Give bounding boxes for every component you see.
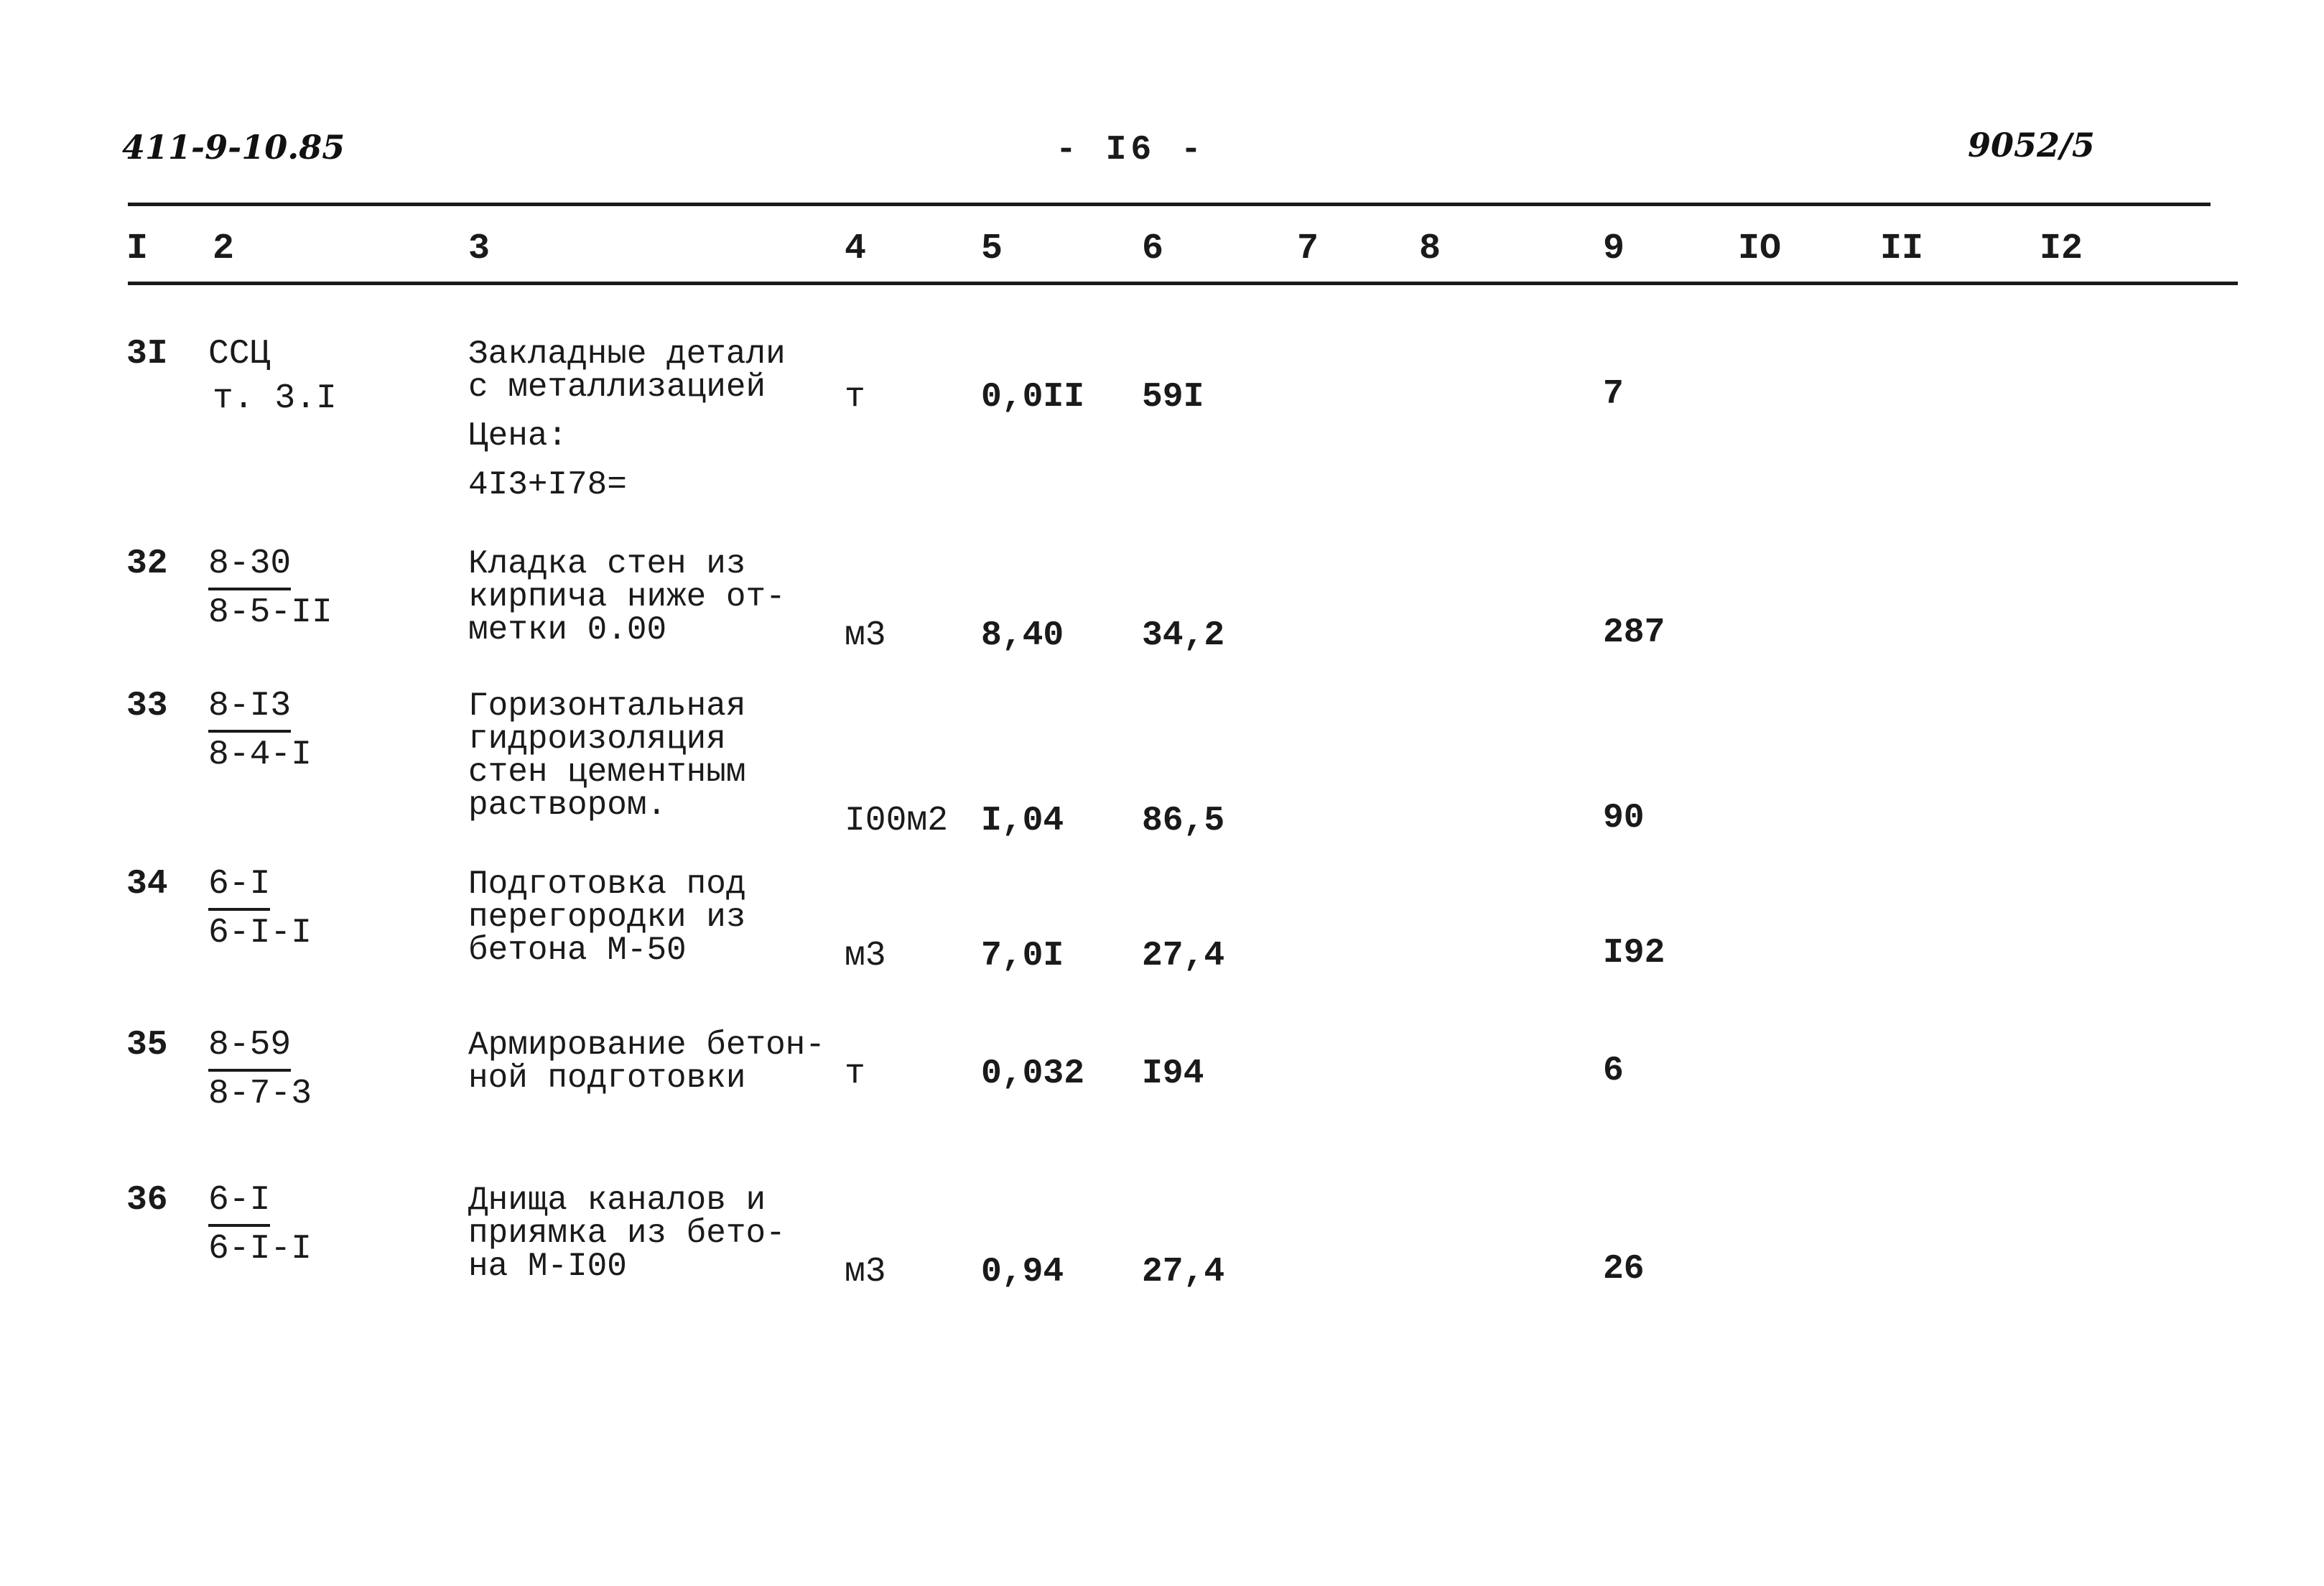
- description-line: на М-I00: [468, 1248, 627, 1285]
- column-header-9: 9: [1603, 228, 1625, 269]
- row-number: 34: [126, 865, 168, 904]
- unit: I00м2: [845, 802, 949, 840]
- row-number: 33: [126, 687, 168, 725]
- pricebook-code: [208, 1023, 312, 1116]
- description-line: Цена:: [468, 417, 568, 455]
- unit-price: 34,2: [1142, 616, 1225, 655]
- row-number: 36: [126, 1181, 168, 1220]
- column-header-12: I2: [2040, 228, 2083, 269]
- unit-price: 27,4: [1142, 1253, 1225, 1291]
- description-line: бетона М-50: [468, 932, 687, 969]
- column-header-1: I: [126, 228, 149, 269]
- column-header-4: 4: [845, 228, 867, 269]
- sheet-number: 9052/5: [1968, 126, 2095, 164]
- document-code: 411-9-10.85: [122, 128, 345, 167]
- work-description: [468, 335, 786, 504]
- unit-price: I94: [1142, 1054, 1204, 1093]
- description-line: Кладка стен из: [468, 545, 746, 583]
- description-line: Днища каналов и: [468, 1182, 766, 1219]
- code-subreference: 6-I-I: [208, 914, 312, 952]
- description-line: раствором.: [468, 787, 667, 824]
- column-header-8: 8: [1419, 228, 1441, 269]
- pricebook-code: [208, 332, 337, 421]
- code-subreference: 8-5-II: [208, 593, 333, 632]
- page-number: - I6 -: [1056, 131, 1206, 170]
- description-line: Горизонтальная: [468, 687, 746, 725]
- code-subreference: т. 3.I: [213, 379, 337, 418]
- description-line: приямка из бето-: [468, 1215, 786, 1252]
- quantity: 0,0II: [981, 378, 1085, 417]
- quantity: 8,40: [981, 616, 1064, 655]
- description-line: с металлизацией: [468, 368, 766, 406]
- column-header-10: IO: [1738, 228, 1782, 269]
- column-header-5: 5: [981, 228, 1003, 269]
- total-cost: 287: [1603, 613, 1665, 652]
- work-description: [468, 687, 746, 824]
- unit-price: 59I: [1142, 378, 1204, 417]
- total-cost: 6: [1603, 1052, 1624, 1090]
- description-line: кирпича ниже от-: [468, 578, 786, 616]
- total-cost: I92: [1603, 934, 1665, 973]
- total-cost: 26: [1603, 1250, 1645, 1289]
- total-cost: 7: [1603, 375, 1624, 414]
- column-header-2: 2: [213, 228, 235, 269]
- header-top-rule: [128, 203, 2211, 206]
- code-subreference: 8-4-I: [208, 736, 312, 774]
- quantity: 7,0I: [981, 937, 1064, 975]
- description-line: ной подготовки: [468, 1059, 746, 1097]
- row-number: 32: [126, 544, 168, 583]
- code-reference: 6-I: [208, 1178, 270, 1227]
- pricebook-code: [208, 1178, 312, 1271]
- column-header-11: II: [1880, 228, 1924, 269]
- unit: м3: [845, 1253, 886, 1291]
- unit: м3: [845, 616, 886, 655]
- unit: т: [845, 378, 865, 417]
- pricebook-code: [208, 542, 333, 635]
- unit-price: 86,5: [1142, 802, 1225, 840]
- work-description: [468, 545, 786, 649]
- quantity: 0,032: [981, 1054, 1085, 1093]
- work-description: [468, 1184, 786, 1283]
- unit-price: 27,4: [1142, 937, 1225, 975]
- description-line: Армирование бетон-: [468, 1026, 825, 1064]
- header-bottom-rule: [128, 282, 2238, 285]
- column-header-3: 3: [468, 228, 491, 269]
- pricebook-code: [208, 862, 312, 955]
- code-reference: 8-59: [208, 1023, 291, 1072]
- column-header-6: 6: [1142, 228, 1164, 269]
- pricebook-code: [208, 684, 312, 777]
- unit: т: [845, 1054, 865, 1093]
- description-line: перегородки из: [468, 899, 746, 936]
- description-line: Подготовка под: [468, 866, 746, 903]
- code-reference: ССЦ: [208, 335, 271, 374]
- work-description: [468, 868, 745, 967]
- column-header-7: 7: [1297, 228, 1319, 269]
- code-reference: 8-I3: [208, 684, 291, 733]
- work-description: [468, 1026, 825, 1097]
- quantity: 0,94: [981, 1253, 1064, 1291]
- description-line: метки 0.00: [468, 611, 667, 649]
- total-cost: 90: [1603, 799, 1645, 838]
- quantity: I,04: [981, 802, 1064, 840]
- code-reference: 8-30: [208, 542, 291, 590]
- description-line: Закладные детали: [468, 335, 786, 373]
- description-line: гидроизоляция: [468, 720, 726, 758]
- unit: м3: [845, 937, 886, 975]
- row-number: 3I: [126, 335, 168, 374]
- code-subreference: 6-I-I: [208, 1230, 312, 1269]
- code-subreference: 8-7-3: [208, 1075, 312, 1113]
- description-line: 4I3+I78=: [468, 466, 627, 504]
- description-line: стен цементным: [468, 753, 746, 791]
- code-reference: 6-I: [208, 862, 270, 911]
- row-number: 35: [126, 1026, 168, 1065]
